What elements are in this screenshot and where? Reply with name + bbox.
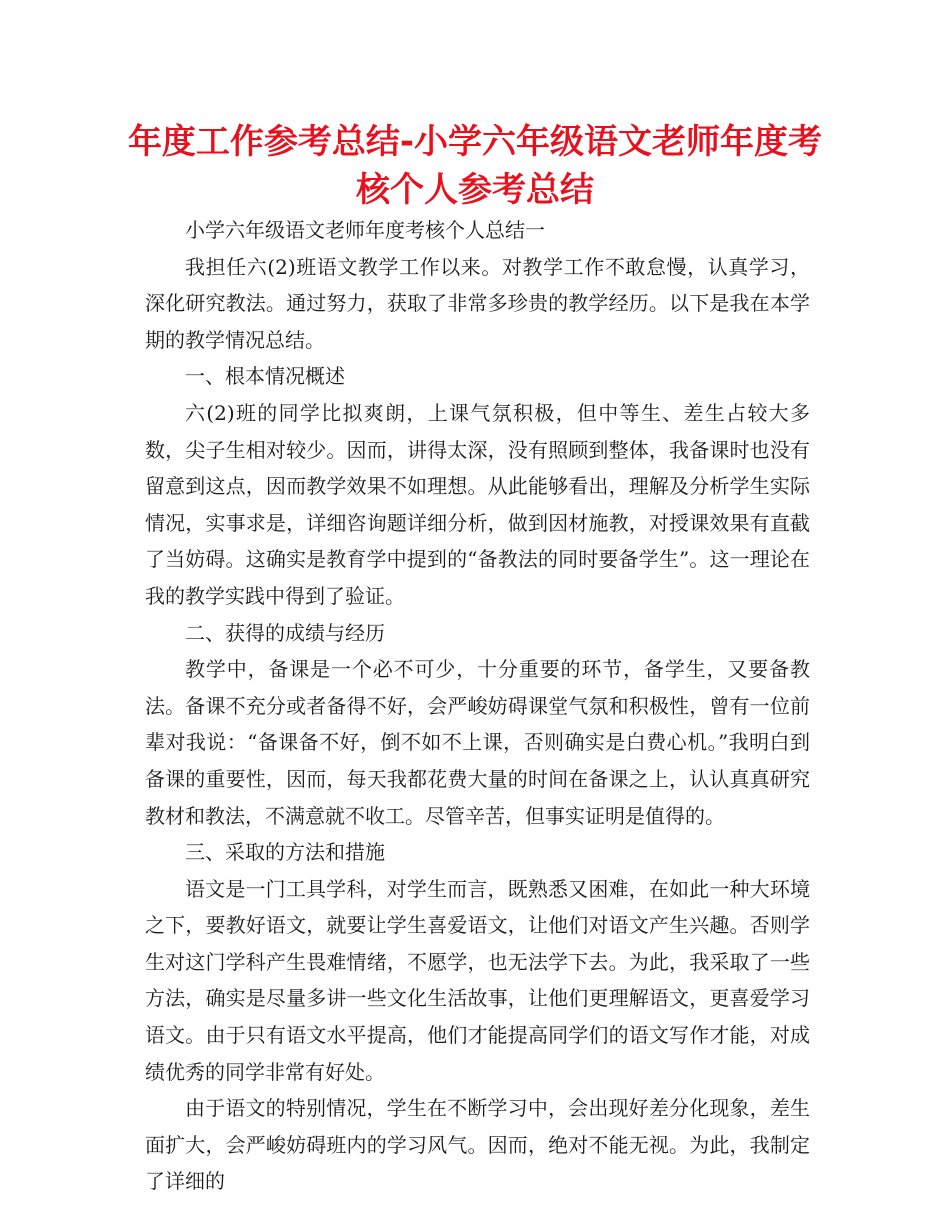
section-heading: 二、获得的成绩与经历 (185, 620, 385, 645)
section-heading: 一、根本情况概述 (185, 364, 345, 389)
paragraph: 我担任六(2)班语文教学工作以来。对教学工作不敢怠慢，认真学习，深化研究教法。通过努力，获取了非常多珍贵的教学经历。以下是我在本学期的教学情况总结。 (145, 254, 810, 352)
section-subtitle: 小学六年级语文老师年度考核个人总结一 (185, 218, 545, 242)
document-body (145, 212, 810, 1200)
document-title: 年度工作参考总结-小学六年级语文老师年度考核个人参考总结 (127, 122, 823, 210)
paragraph: 由于语文的特别情况，学生在不断学习中，会出现好差分化现象，差生面扩大，会严峻妨碍班内的学习风气。因而，绝对不能无视。为此，我制定了详细的 (145, 1096, 810, 1194)
paragraph: 语文是一门工具学科，对学生而言，既熟悉又困难，在如此一种大环境之下，要教好语文，就要让学生喜爱语文，让他们对语文产生兴趣。否则学生对这门学科产生畏难情绪，不愿学，也无法学下去。为此，我采取了一些方法，确实是尽量多讲一些文化生活故事，让他们更理解语文，更喜爱学习语文。由于只有语文水平提高，他们才能提高同学们的语文写作才能，对成绩优秀的同学非常有好处。 (145, 876, 810, 1084)
paragraph: 教学中，备课是一个必不可少，十分重要的环节，备学生，又要备教法。备课不充分或者备得不好，会严峻妨碍课堂气氛和积极性，曾有一位前辈对我说：“备课备不好，倒不如不上课，否则确实是白费心机。”我明白到备课的重要性，因而，每天我都花费大量的时间在备课之上，认认真真研究教材和教法，不满意就不收工。尽管辛苦，但事实证明是值得的。 (145, 657, 810, 828)
paragraph: 六(2)班的同学比拟爽朗，上课气氛积极，但中等生、差生占较大多数，尖子生相对较少。因而，讲得太深，没有照顾到整体，我备课时也没有留意到这点，因而教学效果不如理想。从此能够看出，理解及分析学生实际情况，实事求是，详细咨询题详细分析，做到因材施教，对授课效果有直截了当妨碍。这确实是教育学中提到的“备教法的同时要备学生”。这一理论在我的教学实践中得到了验证。 (145, 400, 810, 608)
section-heading: 三、采取的方法和措施 (185, 840, 385, 865)
